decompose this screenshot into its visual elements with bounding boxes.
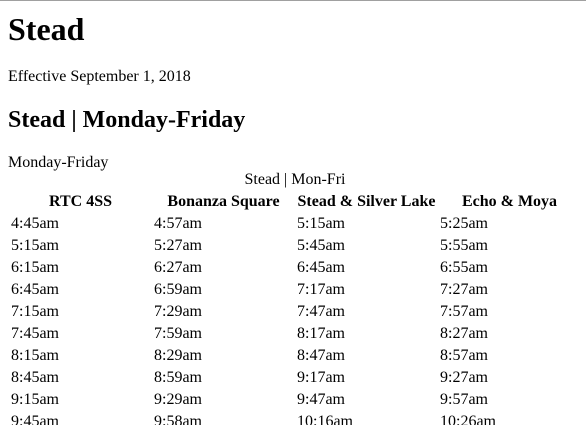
- time-cell: 6:45am: [11, 281, 59, 298]
- time-cell: 9:27am: [440, 369, 488, 386]
- time-cell: 5:27am: [154, 237, 202, 254]
- time-cell: 5:45am: [297, 237, 345, 254]
- page-title: Stead: [8, 11, 85, 47]
- time-cell: 8:15am: [11, 347, 59, 364]
- schedule-table: [8, 170, 582, 425]
- time-cell: 7:57am: [440, 303, 488, 320]
- time-cell: 7:17am: [297, 281, 345, 298]
- time-cell: 9:57am: [440, 391, 488, 408]
- table-row: [10, 258, 580, 278]
- table-row: [10, 302, 580, 322]
- table-row: [10, 324, 580, 344]
- day-label: Monday-Friday: [8, 154, 109, 171]
- time-cell: 6:27am: [154, 259, 202, 276]
- time-cell: 9:45am: [11, 413, 59, 425]
- time-cell: 9:17am: [297, 369, 345, 386]
- schedule-body: [10, 214, 580, 425]
- time-cell: 8:45am: [11, 369, 59, 386]
- time-cell: 5:55am: [440, 237, 488, 254]
- table-row: [10, 236, 580, 256]
- time-cell: 7:45am: [11, 325, 59, 342]
- time-cell: 6:55am: [440, 259, 488, 276]
- time-cell: 5:15am: [297, 215, 345, 232]
- top-border: [0, 0, 586, 1]
- time-cell: 6:45am: [297, 259, 345, 276]
- table-row: [10, 368, 580, 388]
- time-cell: 10:26am: [440, 413, 496, 425]
- time-cell: 4:45am: [11, 215, 59, 232]
- time-cell: 8:47am: [297, 347, 345, 364]
- column-header: Echo & Moya: [461, 193, 558, 210]
- time-cell: 7:15am: [11, 303, 59, 320]
- time-cell: 10:16am: [297, 413, 353, 425]
- time-cell: 7:29am: [154, 303, 202, 320]
- table-row: [10, 214, 580, 234]
- time-cell: 9:58am: [154, 413, 202, 425]
- time-cell: 8:27am: [440, 325, 488, 342]
- time-cell: 5:25am: [440, 215, 488, 232]
- column-header: Bonanza Square: [167, 193, 280, 210]
- time-cell: 6:59am: [154, 281, 202, 298]
- header-row: [10, 192, 580, 212]
- time-cell: 9:47am: [297, 391, 345, 408]
- time-cell: 7:59am: [154, 325, 202, 342]
- table-row: [10, 390, 580, 410]
- column-header: Stead & Silver Lake: [297, 193, 436, 210]
- column-header: RTC 4SS: [48, 193, 112, 210]
- section-heading: Stead | Monday-Friday: [8, 107, 246, 133]
- time-cell: 8:59am: [154, 369, 202, 386]
- time-cell: 9:29am: [154, 391, 202, 408]
- time-cell: 9:15am: [11, 391, 59, 408]
- time-cell: 8:57am: [440, 347, 488, 364]
- table-row: [10, 412, 580, 425]
- time-cell: 7:27am: [440, 281, 488, 298]
- time-cell: 8:17am: [297, 325, 345, 342]
- time-cell: 8:29am: [154, 347, 202, 364]
- table-row: [10, 346, 580, 366]
- schedule-caption: Stead | Mon-Fri: [244, 171, 346, 188]
- effective-date: Effective September 1, 2018: [8, 68, 191, 85]
- time-cell: 6:15am: [11, 259, 59, 276]
- table-row: [10, 280, 580, 300]
- time-cell: 5:15am: [11, 237, 59, 254]
- time-cell: 7:47am: [297, 303, 345, 320]
- time-cell: 4:57am: [154, 215, 202, 232]
